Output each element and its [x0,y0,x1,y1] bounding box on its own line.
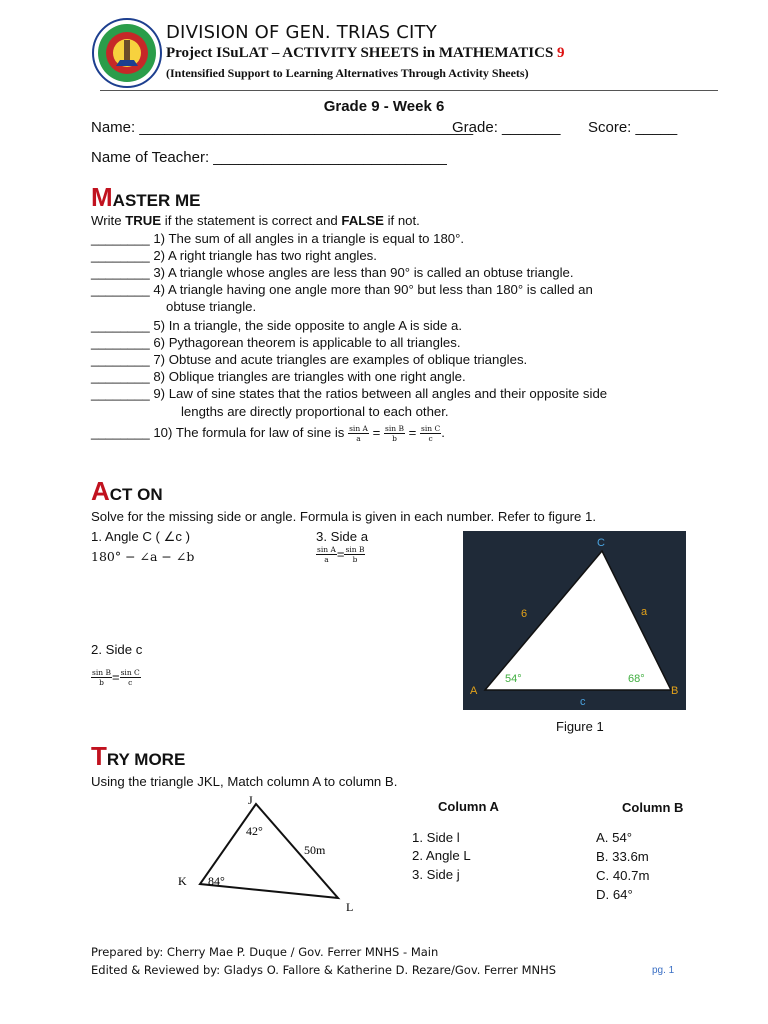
column-a-item-2: 2. Angle L [412,848,471,863]
teacher-field[interactable]: Name of Teacher: ____________________________ [91,149,447,166]
question-1-formula: 180° − ∠a − ∠b [91,549,195,564]
q2-frac2-den: c [128,678,133,687]
q2-frac-2 [120,668,141,687]
vertex-l-label: L [346,900,354,914]
question-3-formula [316,545,365,564]
side-c-label: c [580,696,586,708]
column-b-item-d: D. 64° [596,887,633,902]
angle-b-label: 68° [628,673,645,685]
frac3-num: sin C [421,424,441,434]
question-2: 2. Side c [91,642,143,657]
vertex-k-label: K [178,874,187,888]
angle-a-label: 54° [505,673,522,685]
question-3: 3. Side a [316,529,369,544]
master-instructions [91,212,420,229]
column-b-header: Column B [622,800,684,815]
side-jl-label: 50m [304,843,326,857]
q3-frac-1 [316,545,337,564]
column-a-item-1: 1. Side l [412,830,460,845]
edited-by: Edited & Reviewed by: Gladys O. Fallore & Katherine D. Rezare/Gov. Ferrer MNHS [91,963,557,977]
tf-item-8: ________ 8) Oblique triangles are triangles with one right angle. [91,369,466,384]
act-cap: A [91,476,110,506]
master-cap: M [91,182,113,212]
eq-sign-1: = [372,425,381,440]
vertex-a-label: A [470,685,478,697]
try-more-heading [91,741,185,772]
q3-frac-2 [344,545,365,564]
instr-true: TRUE [125,213,162,228]
figure-1-triangle [463,531,686,710]
grade-week: Grade 9 - Week 6 [323,98,445,115]
frac1-num: sin A [349,424,368,434]
project-title [166,45,565,62]
score-field[interactable]: Score: _____ [588,119,678,136]
angle-k-label: 84° [208,874,225,888]
tf-item-1: ________ 1) The sum of all angles in a triangle is equal to 180°. [91,231,465,246]
column-a-header: Column A [438,799,499,814]
eq-sign-2: = [408,425,417,440]
name-field[interactable]: Name: ________________________________________ [91,119,474,136]
act-instructions: Solve for the missing side or angle. Formula is given in each number. Refer to figure 1. [91,509,597,524]
instr-post: if not. [383,213,420,228]
formula-period: . [441,425,445,440]
column-b-item-b: B. 33.6m [596,849,649,864]
q2-frac1-num: sin B [92,668,111,677]
tf-item-6: ________ 6) Pythagorean theorem is applicable to all triangles. [91,335,461,350]
q3-frac1-den: a [324,555,329,564]
frac2-den: b [392,434,397,444]
try-cap: T [91,741,107,771]
q2-frac-1 [91,668,112,687]
tf-item-4: ________ 4) A triangle having one angle more than 90° but less than 180° is called an [91,282,593,297]
angle-j-label: 42° [246,824,263,838]
tf-item-4-cont: obtuse triangle. [166,299,257,314]
act-rest: CT ON [109,485,163,504]
q3-frac2-num: sin B [345,545,365,554]
vertex-j-label: J [248,793,253,807]
law-of-sine-frac-2 [384,424,405,443]
instr-false: FALSE [341,213,384,228]
side-b-label: 6 [521,608,528,620]
try-rest: RY MORE [106,750,186,769]
header-divider [100,90,718,91]
law-of-sine-frac-1 [348,424,369,443]
question-2-formula [91,668,141,687]
project-title-text: Project ISuLAT – ACTIVITY SHEETS in MATHEMATICS [166,45,554,61]
tf-item-9-cont: lengths are directly proportional to each other. [181,404,449,419]
tf-item-9: ________ 9) Law of sine states that the ratios between all angles and their opposite side [91,386,608,401]
instr-mid: if the statement is correct and [161,213,342,228]
frac1-den: a [356,434,361,444]
math-grade-number: 9 [557,45,565,61]
instr-pre: Write [91,213,126,228]
vertex-b-label: B [671,685,679,697]
q2-frac2-num: sin C [120,668,140,677]
tf-item-10 [91,424,445,443]
grade-field[interactable]: Grade: _______ [452,119,561,136]
division-seal-logo [92,18,162,88]
tf-item-3: ________ 3) A triangle whose angles are less than 90° is called an obtuse triangle. [91,265,574,280]
master-rest: ASTER ME [112,191,201,210]
act-on-heading [91,476,163,507]
q2-eq: = [111,669,120,685]
q3-frac2-den: b [352,555,358,564]
frac3-den: c [428,434,433,444]
tf-item-5: ________ 5) In a triangle, the side opposite to angle A is side a. [91,318,462,333]
tf-item-7: ________ 7) Obtuse and acute triangles are examples of oblique triangles. [91,352,528,367]
master-me-heading [91,182,201,213]
law-of-sine-frac-3 [420,424,441,443]
prepared-by: Prepared by: Cherry Mae P. Duque / Gov. Ferrer MNHS - Main [91,945,439,959]
triangle-jkl [170,792,370,916]
tf-item-2: ________ 2) A right triangle has two right angles. [91,248,377,263]
frac2-num: sin B [385,424,404,434]
try-instructions: Using the triangle JKL, Match column A to column B. [91,774,398,789]
figure-caption: Figure 1 [556,719,604,734]
vertex-c-label: C [597,537,605,549]
column-b-item-a: A. 54° [596,830,633,845]
q2-frac1-den: b [99,678,104,687]
question-1: 1. Angle C ( ∠c ) [91,529,191,544]
tf-item-10-text: ________ 10) The formula for law of sine is [91,425,345,440]
division-name: DIVISION OF GEN. TRIAS CITY [166,22,437,43]
column-a-item-3: 3. Side j [412,867,460,882]
side-a-label: a [641,606,648,618]
q3-eq: = [336,546,345,562]
q3-frac1-num: sin A [317,545,336,554]
project-subtitle: (Intensified Support to Learning Alternatives Through Activity Sheets) [166,66,529,80]
column-b-item-c: C. 40.7m [596,868,650,883]
page-number: pg. 1 [652,965,675,976]
